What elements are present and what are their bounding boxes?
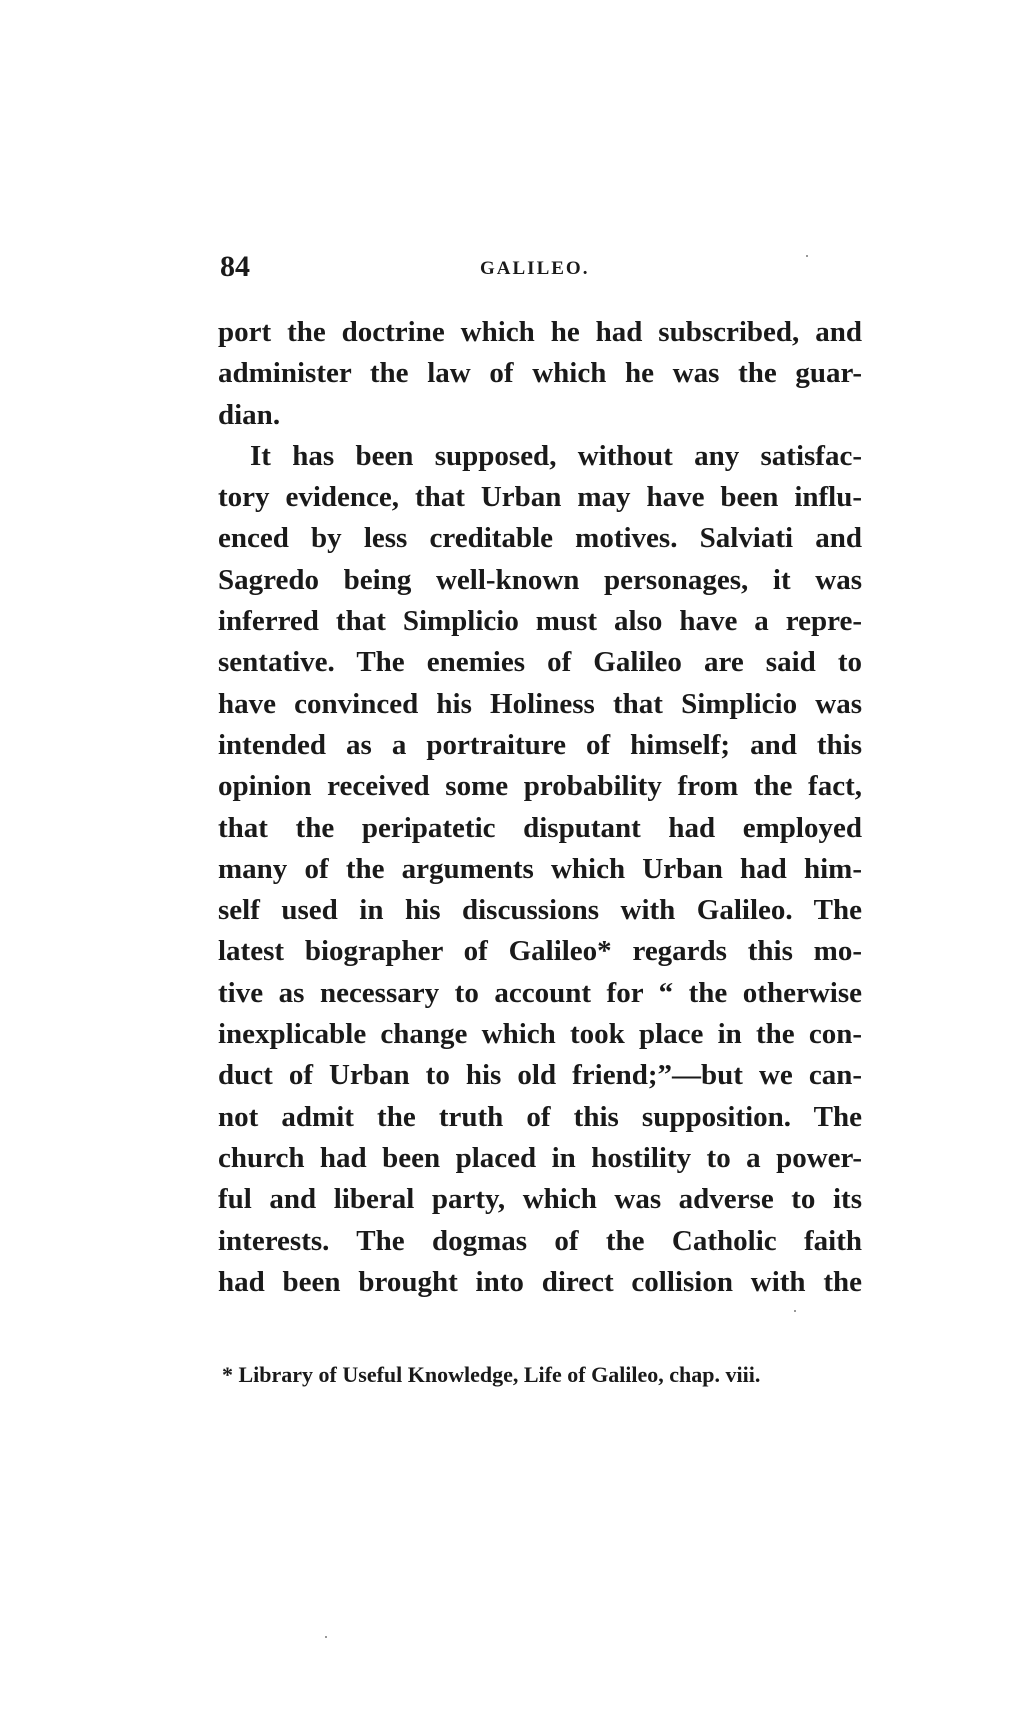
text-line: tory evidence, that Urban may have been influ- [218, 481, 862, 514]
scan-speck [794, 1310, 796, 1312]
text-line: inferred that Simplicio must also have a repre- [218, 605, 862, 638]
text-line: Sagredo being well-known personages, it was [218, 563, 862, 596]
text-line: many of the arguments which Urban had him- [218, 852, 862, 885]
text-line: that the peripatetic disputant had employed [218, 811, 862, 844]
text-line: dian. [218, 398, 281, 431]
text-line: interests. The dogmas of the Catholic faith [218, 1224, 862, 1257]
text-line: enced by less creditable motives. Salviati and [218, 522, 862, 555]
text-line: had been brought into direct collision with the [218, 1265, 862, 1298]
body-text [218, 312, 862, 1303]
text-line: tive as necessary to account for “ the otherwise [218, 976, 862, 1009]
page-header [220, 250, 860, 290]
page-number: 84 [220, 250, 250, 283]
text-line: opinion received some probability from the fact, [218, 770, 862, 803]
text-line: inexplicable change which took place in the con- [218, 1018, 862, 1051]
text-line: port the doctrine which he had subscribed, and [218, 316, 862, 348]
text-line: latest biographer of Galileo* regards this mo- [218, 935, 862, 968]
text-line: intended as a portraiture of himself; and this [218, 728, 862, 761]
scan-speck [806, 255, 808, 257]
running-head: GALILEO. [480, 258, 590, 279]
text-line: ful and liberal party, which was adverse to its [218, 1183, 862, 1216]
text-line: self used in his discussions with Galileo. The [218, 894, 862, 927]
text-line: It has been supposed, without any satisfac- [250, 439, 862, 472]
scan-speck [325, 1636, 327, 1638]
text-line: sentative. The enemies of Galileo are said to [218, 646, 862, 679]
text-line: administer the law of which he was the guar- [218, 357, 862, 390]
text-line: church had been placed in hostility to a power- [218, 1141, 862, 1174]
text-line: not admit the truth of this supposition. The [218, 1100, 862, 1133]
footnote: * Library of Useful Knowledge, Life of Galileo, chap. viii. [222, 1362, 761, 1387]
text-line: have convinced his Holiness that Simplicio was [218, 687, 862, 720]
text-line: duct of Urban to his old friend;”—but we can- [218, 1059, 862, 1092]
